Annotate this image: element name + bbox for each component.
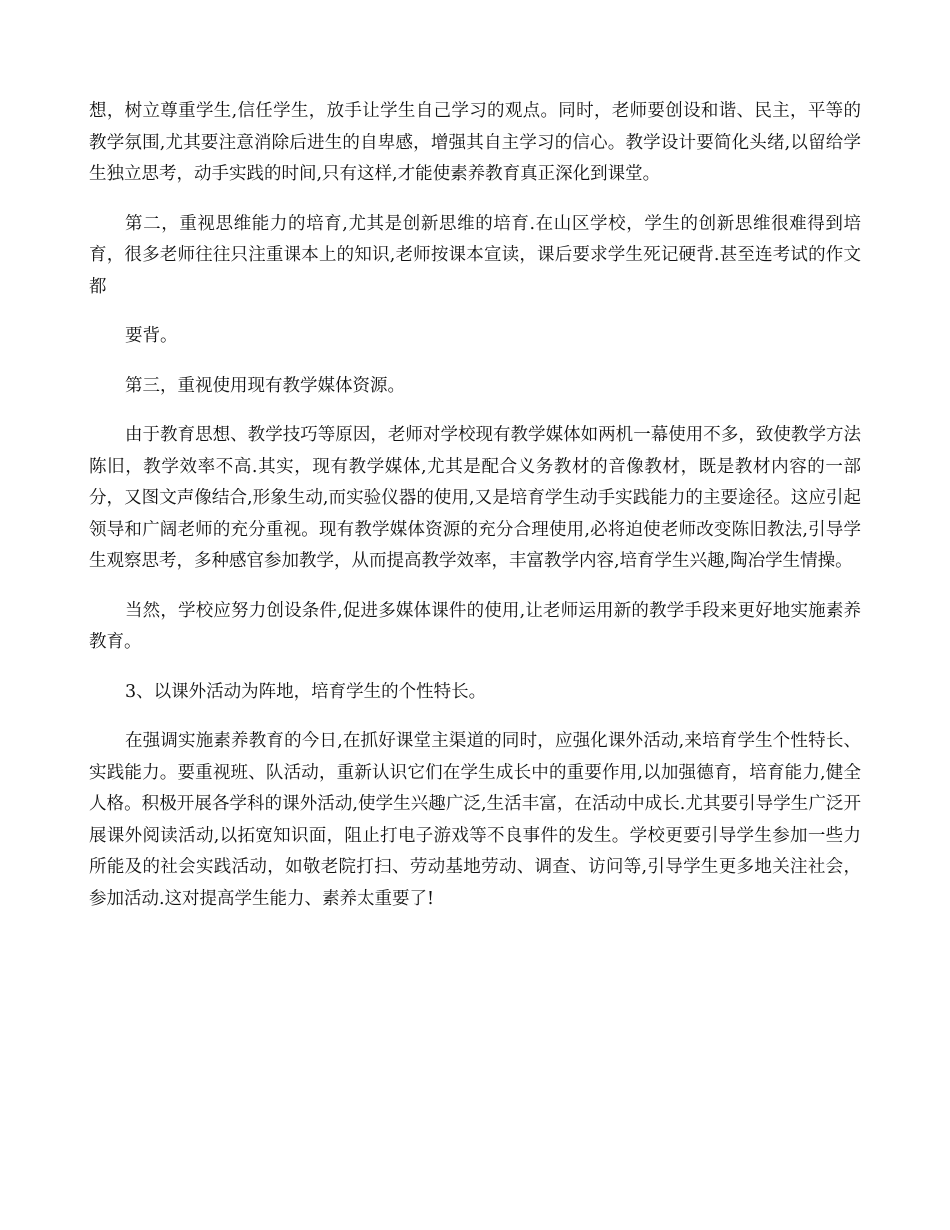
paragraph-4-heading: 第三，重视使用现有教学媒体资源。 bbox=[125, 375, 405, 396]
paragraph-3: 要背。 bbox=[125, 326, 178, 346]
paragraph-7-heading: 3、以课外活动为阵地，培育学生的个性特长。 bbox=[125, 681, 487, 702]
paragraph-1: 想，树立尊重学生,信任学生，放手让学生自己学习的观点。同时，老师要创设和谐、民主，平等的教学氛围,尤其要注意消除后进生的自卑感，增强其自主学习的信心。教学设计要简化头绪,以留给学生独立思考，动手实践的时间,只有这样,才能使素养教育真正深化到课堂。 bbox=[89, 101, 861, 184]
paragraph-2: 第二，重视思维能力的培育,尤其是创新思维的培育.在山区学校，学生的创新思维很难得到培育，很多老师往往只注重课本上的知识,老师按课本宣读，课后要求学生死记硬背.甚至连考试的作文都 bbox=[89, 213, 861, 297]
document-body bbox=[89, 96, 861, 933]
paragraph-8: 在强调实施素养教育的今日,在抓好课堂主渠道的同时，应强化课外活动,来培育学生个性特长、实践能力。要重视班、队活动，重新认识它们在学生成长中的重要作用,以加强德育，培育能力,健全人格。积极开展各学科的课外活动,使学生兴趣广泛,生活丰富，在活动中成长.尤其要引导学生广泛开展课外阅读活动,以拓宽知识面，阻止打电子游戏等不良事件的发生。学校更要引导学生参加一些力所能及的社会实践活动，如敬老院打扫、劳动基地劳动、调查、访问等,引导学生更多地关注社会，参加活动.这对提高学生能力、素养太重要了! bbox=[89, 731, 861, 909]
paragraph-5: 由于教育思想、教学技巧等原因，老师对学校现有教学媒体如两机一幕使用不多，致使教学方法陈旧，教学效率不高.其实，现有教学媒体,尤其是配合义务教材的音像教材，既是教材内容的一部分，又图文声像结合,形象生动,而实验仪器的使用,又是培育学生动手实践能力的主要途径。这应引起领导和广阔老师的充分重视。现有教学媒体资源的充分合理使用,必将迫使老师改变陈旧教法,引导学生观察思考，多种感官参加教学，从而提高教学效率，丰富教学内容,培育学生兴趣,陶冶学生情操。 bbox=[89, 425, 861, 571]
paragraph-6: 当然，学校应努力创设条件,促进多媒体课件的使用,让老师运用新的教学手段来更好地实施素养教育。 bbox=[89, 600, 861, 652]
